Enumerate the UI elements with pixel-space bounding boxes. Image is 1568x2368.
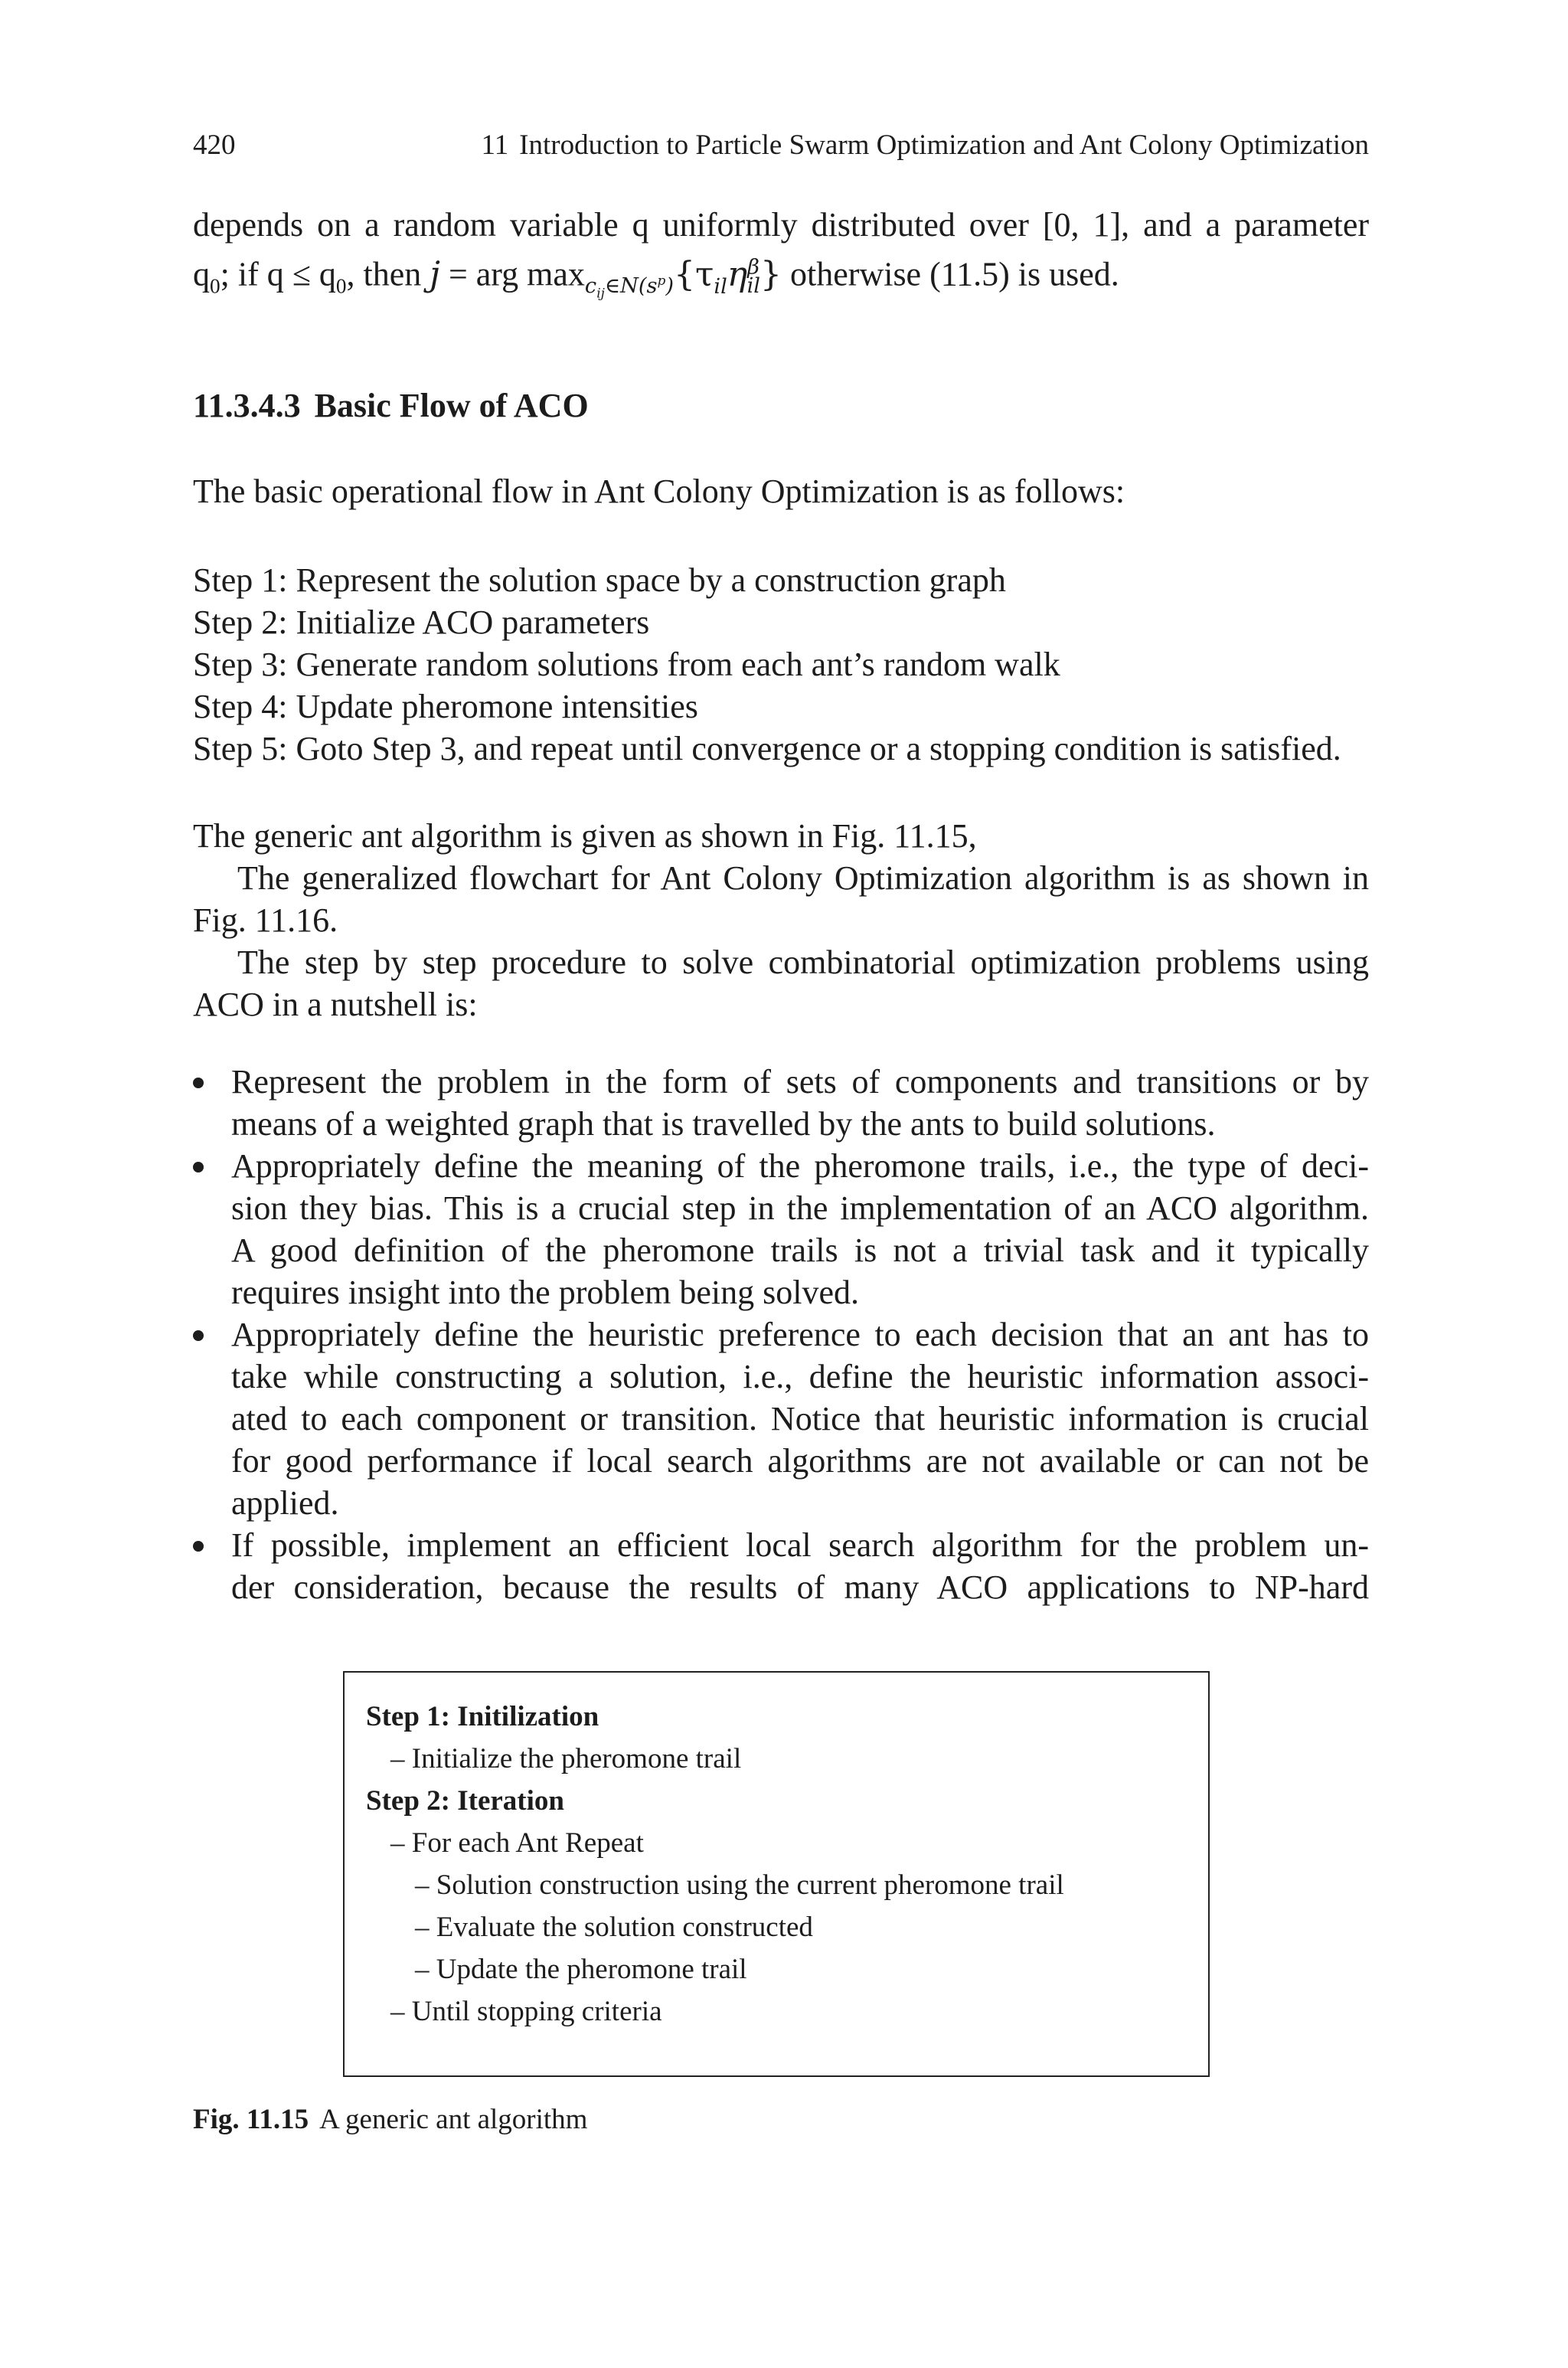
intro-paragraph [193, 204, 1369, 315]
formula-j: j [430, 254, 440, 294]
step-line: Step 1: Represent the solution space by a construction graph [193, 561, 1006, 599]
bullet-list [193, 1061, 1369, 1608]
bullet-dot-icon [193, 1162, 204, 1173]
section-number: 11.3.4.3 [193, 387, 301, 424]
formula-argmax: = arg max [439, 255, 585, 293]
formula-brace-term: $\{\tau_{il}\eta^\beta_{il}\}$ [674, 254, 782, 299]
figure-caption [193, 2101, 587, 2138]
chapter-running-title [482, 127, 1369, 164]
algorithm-figure-box [343, 1671, 1210, 2077]
algo-step1-title: Step 1: Initilization [366, 1701, 599, 1732]
page-number: 420 [193, 129, 236, 161]
paragraph-2-line-1: The generalized flowchart for Ant Colony Optimization algorithm is as shown in [237, 859, 1369, 897]
flow-intro: The basic operational flow in Ant Colony Optimization is as follows: [193, 473, 1125, 510]
paragraph-1: The generic ant algorithm is given as shown in Fig. 11.15, [193, 817, 977, 855]
steps-list [193, 559, 1341, 770]
chapter-number: 11 [481, 129, 509, 161]
body-paragraphs [193, 815, 1369, 1025]
bullet-item: Appropriately define the heuristic preference to each decision that an ant has to take while constructing a solution, i.e., define the heuristic information associ- ated to each component or transition. Notice that heuristic information is crucial for good performance if local search algorithms are not available or can not be applied. [193, 1313, 1369, 1524]
bullet-dot-icon [193, 1330, 204, 1341]
section-title: Basic Flow of ACO [314, 387, 589, 424]
bullet-dot-icon [193, 1541, 204, 1552]
figure-caption-text: A generic ant algorithm [319, 2104, 588, 2135]
algo-loop-item: – Evaluate the solution constructed [415, 1912, 813, 1943]
intro-line-1: depends on a random variable q uniformly distributed over [0, 1], and a parameter [193, 206, 1369, 244]
algo-loop-item: – Solution construction using the current pheromone trail [415, 1869, 1064, 1901]
intro-line-2: $q_0$; if $q \le q_0$, then j = arg $\max_{c_{ij}\in N(s^p)}\{\tau_{il}\eta^\beta_{il}\}$ otherwise (11.5) is used. [193, 254, 1119, 301]
section-heading [193, 384, 589, 427]
chapter-title: Introduction to Particle Swarm Optimization and Ant Colony Optimization [519, 129, 1369, 161]
algo-step1-item: – Initialize the pheromone trail [390, 1743, 742, 1774]
step-line: Step 5: Goto Step 3, and repeat until convergence or a stopping condition is satisfied. [193, 730, 1341, 767]
algo-loop-end: – Until stopping criteria [390, 1996, 662, 2027]
paragraph-2-line-2: Fig. 11.16. [193, 901, 338, 939]
figure-label: Fig. 11.15 [193, 2104, 309, 2135]
algo-step2-title: Step 2: Iteration [366, 1785, 564, 1817]
bullet-item: Appropriately define the meaning of the pheromone trails, i.e., the type of deci- sion they bias. This is a crucial step in the implementation of an ACO algorithm. A good definition of the pheromone trails is not a trivial task and it typically requires insight into the problem being solved. [193, 1145, 1369, 1313]
step-line: Step 3: Generate random solutions from each ant’s random walk [193, 646, 1060, 683]
formula-argmax-subscript: cij∈N(sp) [584, 273, 674, 301]
step-line: Step 4: Update pheromone intensities [193, 688, 698, 725]
step-line: Step 2: Initialize ACO parameters [193, 603, 650, 641]
paragraph-3-line-2: ACO in a nutshell is: [193, 986, 478, 1023]
bullet-item: If possible, implement an efficient local search algorithm for the problem un- der consideration, because the results of many ACO applications to NP-hard [193, 1524, 1369, 1608]
bullet-dot-icon [193, 1078, 204, 1088]
algo-loop-start: – For each Ant Repeat [390, 1827, 644, 1859]
paragraph-3-line-1: The step by step procedure to solve combinatorial optimization problems using [237, 944, 1369, 981]
bullet-item: Represent the problem in the form of sets of components and transitions or by means of a weighted graph that is travelled by the ants to build solutions. [193, 1061, 1369, 1145]
algo-loop-item: – Update the pheromone trail [415, 1954, 747, 1985]
